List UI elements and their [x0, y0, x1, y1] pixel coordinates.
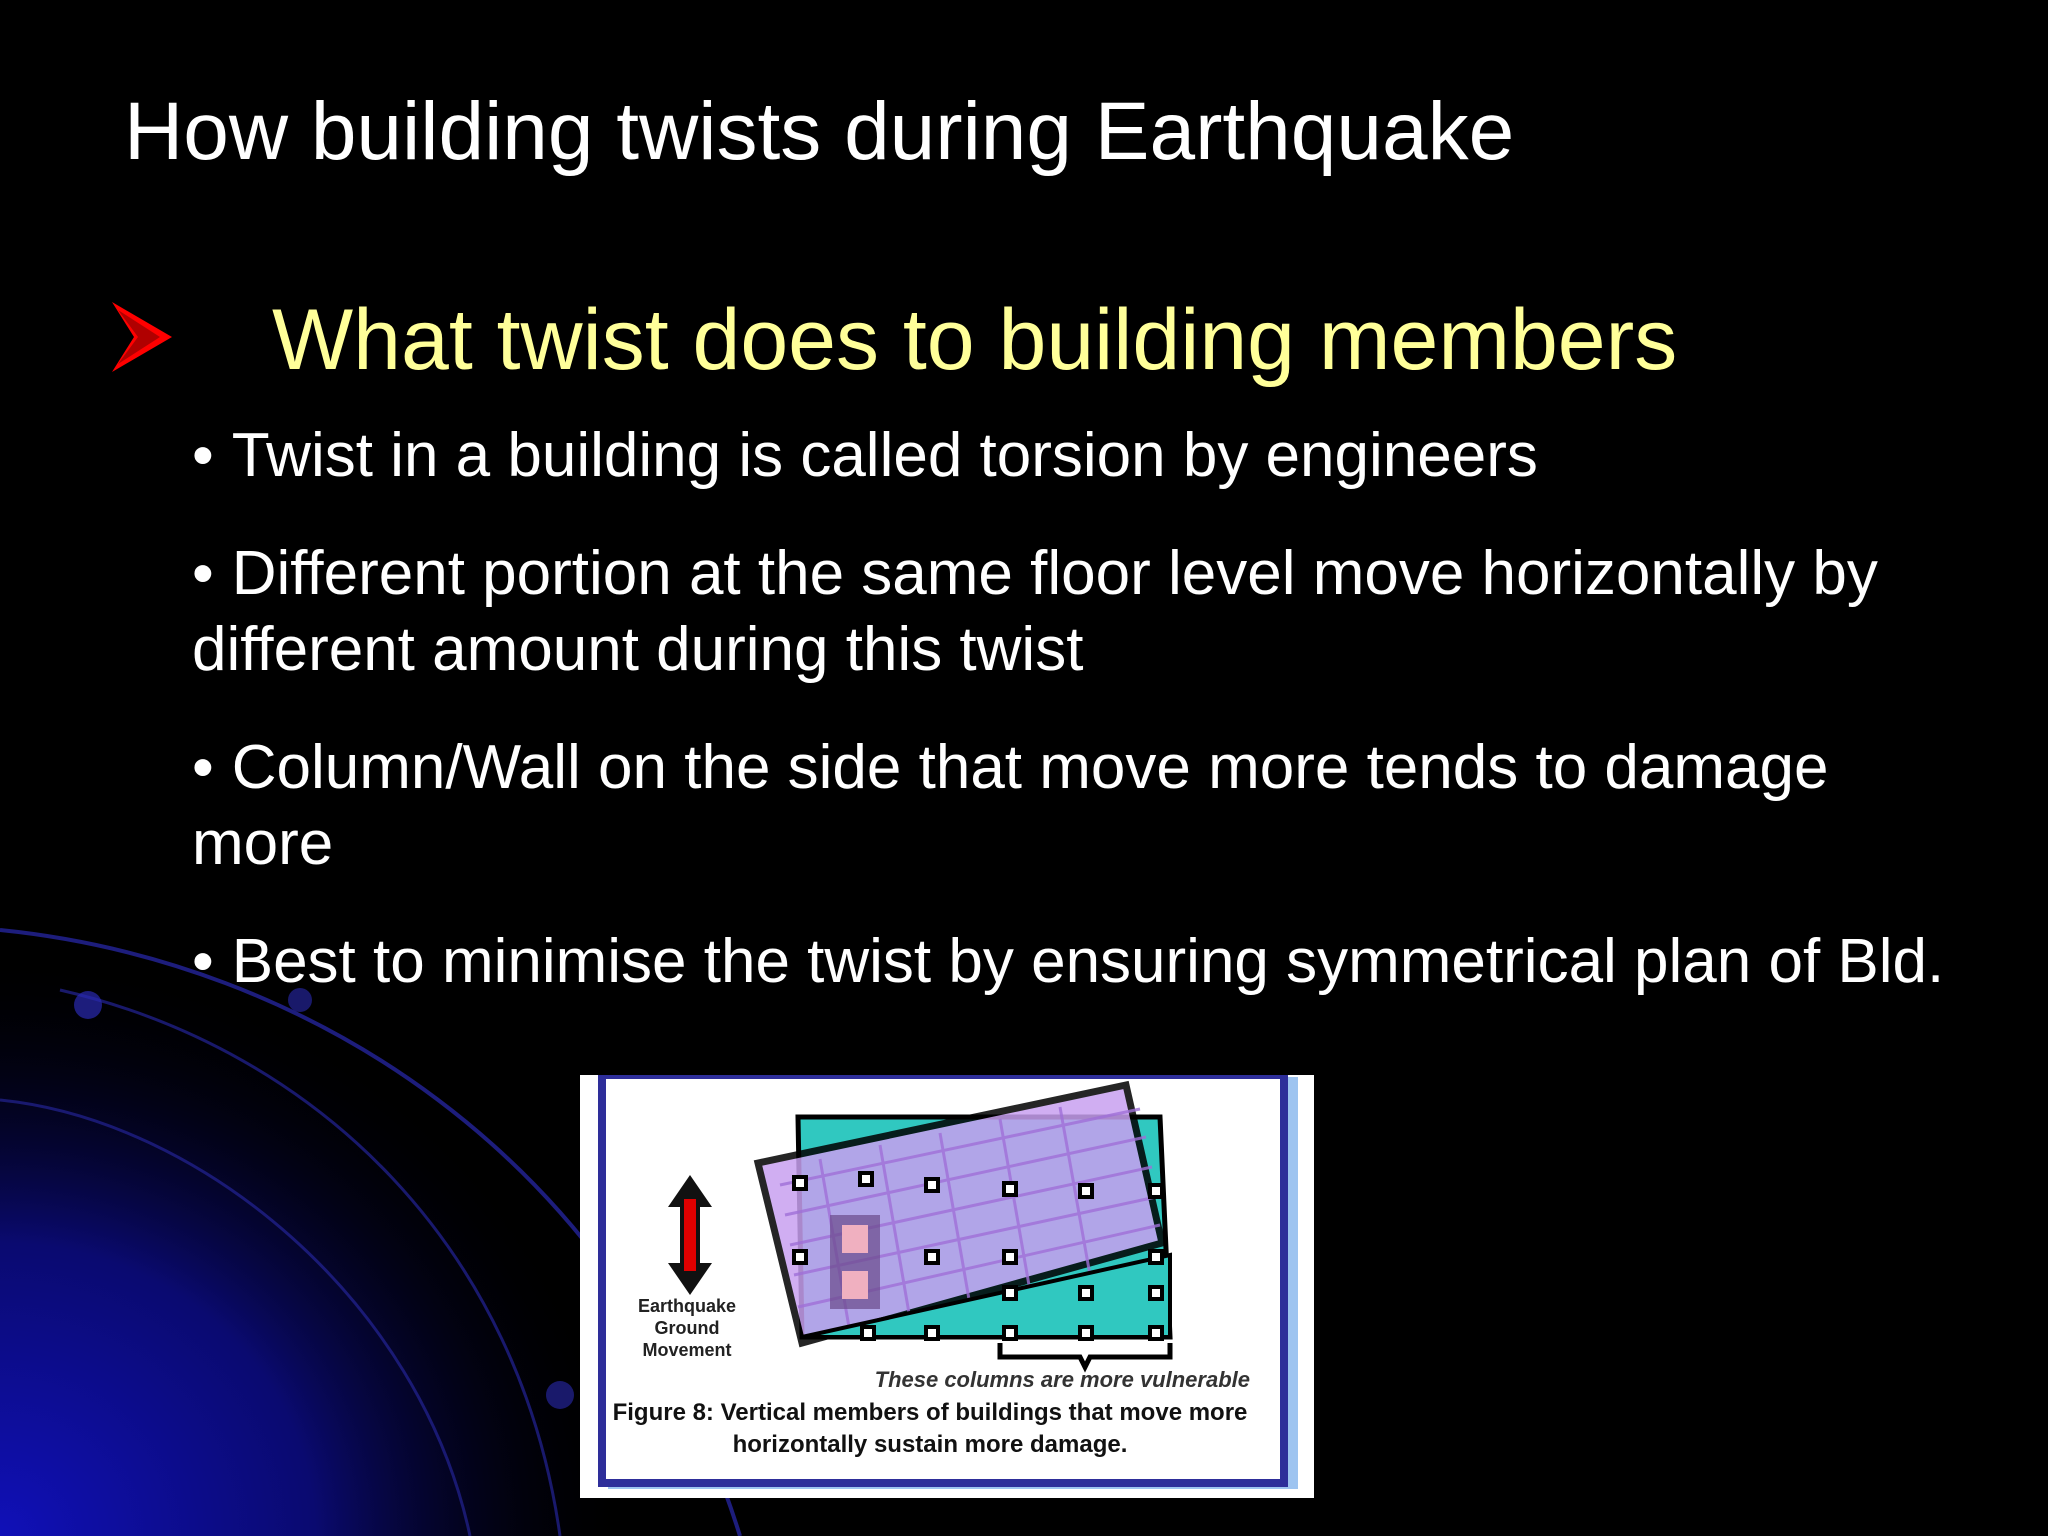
bullet-text: Different portion at the same floor level move horizontally by different amount during this twist: [192, 539, 1878, 684]
bullet-text: Best to minimise the twist by ensuring symmetrical plan of Bld.: [231, 927, 1945, 996]
slide-subheading: What twist does to building members: [272, 292, 1678, 388]
bullet-marker: •: [192, 733, 214, 802]
slide-title: How building twists during Earthquake: [124, 86, 1515, 177]
bullet-item: [192, 418, 1982, 494]
torsion-figure: [580, 1075, 1314, 1498]
bullet-item: [192, 536, 1982, 688]
figure-note: These columns are more vulnerable: [874, 1367, 1250, 1392]
bullet-marker: •: [192, 421, 214, 490]
red-arrowhead-icon: [112, 302, 172, 372]
bullet-marker: •: [192, 539, 214, 608]
bullet-marker: •: [192, 927, 214, 996]
bullet-text: Twist in a building is called torsion by engineers: [231, 421, 1538, 490]
bullet-list: [192, 418, 1982, 1042]
bullet-text: Column/Wall on the side that move more tends to damage more: [192, 733, 1829, 878]
bullet-item: [192, 924, 1982, 1000]
arrow-label: Earthquake Ground Movement: [637, 1296, 737, 1360]
figure-caption: Figure 8: Vertical members of buildings that move more horizontally sustain more damage.: [612, 1399, 1248, 1458]
bullet-item: [192, 730, 1982, 882]
